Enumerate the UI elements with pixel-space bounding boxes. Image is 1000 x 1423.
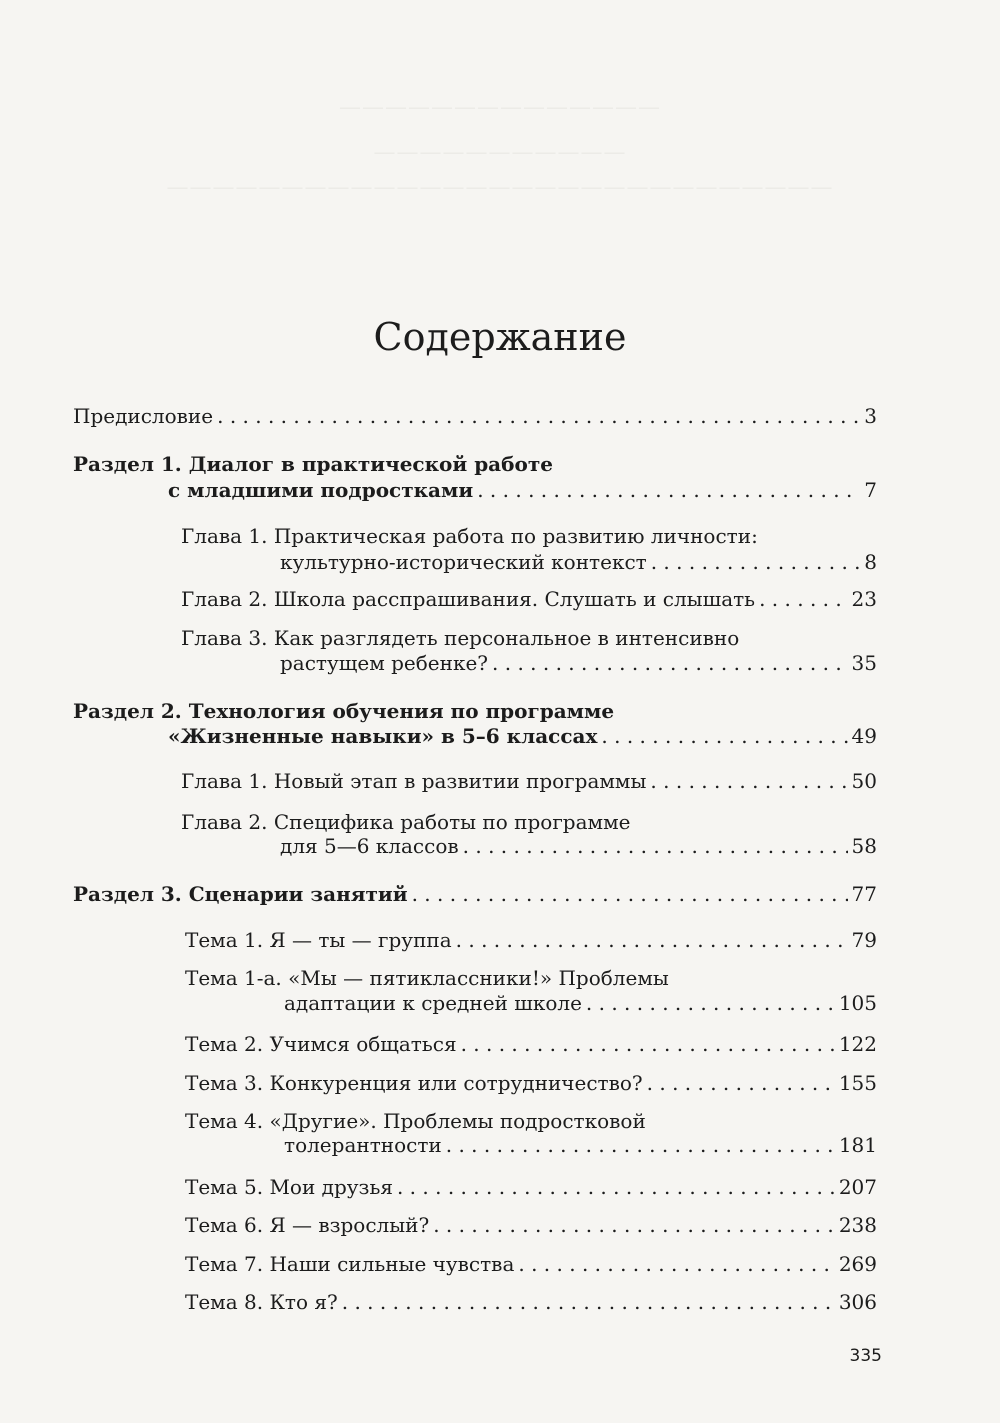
toc-entry-topic[interactable] bbox=[185, 1032, 877, 1056]
toc-entry-topic[interactable] bbox=[284, 1133, 877, 1157]
toc-entry-chapter[interactable] bbox=[181, 769, 877, 793]
toc-entry-topic[interactable] bbox=[185, 1071, 877, 1095]
toc-page-number: 7 bbox=[864, 478, 877, 502]
toc-chapter-title: Глава 1. Практическая работа по развитию личности: bbox=[181, 524, 758, 548]
toc-entry-chapter[interactable] bbox=[181, 587, 877, 611]
dot-leader bbox=[492, 651, 848, 675]
toc-entry-chapter[interactable] bbox=[280, 834, 877, 858]
bleed-through-line: —————————————— bbox=[339, 95, 661, 120]
toc-section-1-title: Раздел 1. Диалог в практической работе bbox=[73, 452, 553, 476]
toc-page-number: 79 bbox=[851, 928, 877, 952]
dot-leader bbox=[412, 882, 848, 906]
toc-entry-chapter[interactable] bbox=[280, 550, 877, 574]
toc-chapter-title: Глава 3. Как разглядеть персональное в интенсивно bbox=[181, 626, 740, 650]
toc-entry-section-3[interactable] bbox=[73, 882, 877, 906]
dot-leader bbox=[759, 587, 847, 611]
toc-entry-label: Тема 5. Мои друзья bbox=[185, 1175, 393, 1199]
dot-leader bbox=[433, 1213, 835, 1237]
toc-page-number: 49 bbox=[851, 724, 877, 748]
toc-entry-topic[interactable] bbox=[185, 1290, 877, 1314]
toc-page-number: 181 bbox=[838, 1133, 877, 1157]
toc-chapter-title: Глава 2. Специфика работы по программе bbox=[181, 810, 631, 834]
toc-page-number: 8 bbox=[864, 550, 877, 574]
toc-entry-topic[interactable] bbox=[284, 991, 877, 1015]
toc-entry-topic[interactable] bbox=[185, 928, 877, 952]
toc-entry-label: для 5—6 классов bbox=[280, 834, 459, 858]
bleed-through-line: ——————————— bbox=[373, 140, 627, 165]
toc-page-number: 155 bbox=[838, 1071, 877, 1095]
toc-entry-topic[interactable] bbox=[185, 1252, 877, 1276]
toc-entry-label: культурно-исторический контекст bbox=[280, 550, 647, 574]
toc-section-2-title: Раздел 2. Технология обучения по программе bbox=[73, 699, 615, 723]
toc-entry-label: Тема 2. Учимся общаться bbox=[185, 1032, 457, 1056]
toc-page-number: 50 bbox=[851, 769, 877, 793]
toc-entry-label: толерантности bbox=[284, 1133, 442, 1157]
dot-leader bbox=[446, 1133, 835, 1157]
dot-leader bbox=[651, 550, 861, 574]
dot-leader bbox=[647, 1071, 835, 1095]
toc-page-number: 306 bbox=[838, 1290, 877, 1314]
page-number: 335 bbox=[849, 1346, 882, 1366]
dot-leader bbox=[463, 834, 848, 858]
toc-page-number: 23 bbox=[851, 587, 877, 611]
toc-entry-label: Тема 3. Конкуренция или сотрудничество? bbox=[185, 1071, 643, 1095]
toc-entry-label: Тема 1. Я — ты — группа bbox=[185, 928, 452, 952]
toc-entry-section-1[interactable] bbox=[168, 478, 877, 502]
dot-leader bbox=[601, 724, 847, 748]
toc-entry-section-2[interactable] bbox=[168, 724, 877, 748]
dot-leader bbox=[342, 1290, 835, 1314]
toc-page-number: 77 bbox=[851, 882, 877, 906]
toc-entry-chapter[interactable] bbox=[280, 651, 877, 675]
toc-page-number: 35 bbox=[851, 651, 877, 675]
toc-entry-label: растущем ребенке? bbox=[280, 651, 489, 675]
toc-topic-title: Тема 1-а. «Мы — пятиклассники!» Проблемы bbox=[185, 966, 669, 990]
dot-leader bbox=[477, 478, 860, 502]
toc-page-number: 105 bbox=[838, 991, 877, 1015]
dot-leader bbox=[650, 769, 847, 793]
toc-page-number: 3 bbox=[864, 404, 877, 428]
toc-page-number: 58 bbox=[851, 834, 877, 858]
toc-page-number: 207 bbox=[838, 1175, 877, 1199]
toc-page-number: 238 bbox=[838, 1213, 877, 1237]
toc-page-number: 269 bbox=[838, 1252, 877, 1276]
toc-page-number: 122 bbox=[838, 1032, 877, 1056]
toc-entry-label: Тема 8. Кто я? bbox=[185, 1290, 338, 1314]
dot-leader bbox=[217, 404, 860, 428]
dot-leader bbox=[586, 991, 835, 1015]
dot-leader bbox=[397, 1175, 835, 1199]
dot-leader bbox=[518, 1252, 834, 1276]
toc-entry-label: Раздел 3. Сценарии занятий bbox=[73, 882, 408, 906]
toc-entry-label: Глава 1. Новый этап в развитии программы bbox=[181, 769, 647, 793]
toc-entry-label: Предисловие bbox=[73, 404, 214, 428]
toc-topic-title: Тема 4. «Другие». Проблемы подростковой bbox=[185, 1109, 646, 1133]
toc-entry-label: «Жизненные навыки» в 5–6 классах bbox=[168, 724, 598, 748]
toc-entry-topic[interactable] bbox=[185, 1175, 877, 1199]
toc-entry-label: адаптации к средней школе bbox=[284, 991, 582, 1015]
toc-entry-topic[interactable] bbox=[185, 1213, 877, 1237]
dot-leader bbox=[456, 928, 848, 952]
page-title: Содержание bbox=[373, 315, 627, 360]
toc-entry-label: с младшими подростками bbox=[168, 478, 474, 502]
toc-entry-label: Тема 7. Наши сильные чувства bbox=[185, 1252, 515, 1276]
toc-entry-label: Тема 6. Я — взрослый? bbox=[185, 1213, 430, 1237]
toc-entry-label: Глава 2. Школа расспрашивания. Слушать и слышать bbox=[181, 587, 756, 611]
bleed-through-line: ————————————————————————————— bbox=[166, 175, 834, 200]
dot-leader bbox=[461, 1032, 835, 1056]
toc-entry-preface[interactable] bbox=[73, 404, 877, 428]
